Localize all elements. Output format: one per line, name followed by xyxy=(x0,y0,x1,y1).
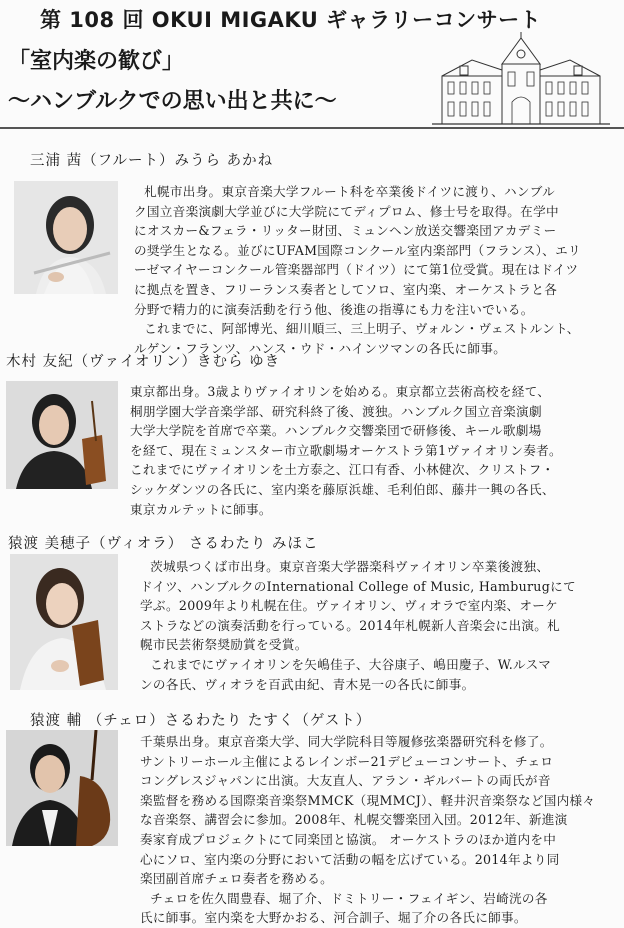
performer-name: 猿渡 輔 （チェロ）さるわたり たすく（ゲスト） xyxy=(30,713,372,729)
concert-title: 第 108 回 OKUI MIGAKU ギャラリーコンサート xyxy=(40,8,542,32)
bio-line: サントリーホール主催によるレインボー21デビューコンサート、チェロ xyxy=(140,753,554,769)
bio-line: 千葉県出身。東京音楽大学、同大学院科目等履修弦楽器研究科を修了。 xyxy=(140,734,553,749)
concert-hall-illustration-icon xyxy=(432,30,610,126)
bio-line: 札幌市出身。東京音楽大学フルート科を卒業後ドイツに渡り、ハンブル xyxy=(144,184,556,199)
bio-line: ルゲン・フランツ、ハンス・ウド・ハインツマンの各氏に師事。 xyxy=(134,340,507,356)
bio-line: 氏に師事。室内楽を大野かおる、河合訓子、堀了介の各氏に師事。 xyxy=(140,910,527,926)
bio-line: シッケダンツの各氏に、室内楽を藤原浜雄、毛利伯郎、藤井一興の各氏、 xyxy=(130,481,555,497)
bio-line: チェロを佐久間豊春、堀了介、ドミトリー・フェイギン、岩崎洸の各 xyxy=(150,890,548,906)
bio-line: 奏家育成プロジェクトにて同楽団と協演。 オーケストラのほか道内を中 xyxy=(140,831,557,847)
bio-line: ドイツ、ハンブルクのInternational College of Music, Hamburugにて xyxy=(140,578,576,594)
performer-name: 猿渡 美穂子（ヴィオラ） さるわたり みほこ xyxy=(8,536,319,552)
bio-line: コングレスジャパンに出演。大友直人、アラン・ギルバートの両氏が音 xyxy=(140,773,551,789)
bio-line: に拠点を置き、フリーランス奏者としてソロ、室内楽、オーケストラと各 xyxy=(134,281,558,297)
performer-photo-viola xyxy=(10,554,118,690)
bio-line: 東京カルテットに師事。 xyxy=(130,501,272,517)
performer-name: 三浦 茜（フルート）みうら あかね xyxy=(30,153,274,169)
bio-line: これまでに、阿部博光、細川順三、三上明子、ヴォルン・ヴェストルント、 xyxy=(144,321,580,337)
performer-photo-violin xyxy=(6,381,118,489)
bio-line: の奨学生となる。並びにUFAM国際コンクール室内楽部門（フランス）、エリ xyxy=(134,242,581,258)
bio-line: を経て、現在ミュンスター市立歌劇場オーケストラ第1ヴァイオリン奏者。 xyxy=(130,442,562,458)
bio-line: にオスカー&フェラ・リッター財団、ミュンヘン放送交響楽団アカデミー xyxy=(134,223,557,239)
bio-line: 東京都出身。3歳よりヴァイオリンを始める。東京都立芸術高校を経て、 xyxy=(130,384,551,399)
bio-line: 分野で精力的に演奏活動を行う他、後進の指導にも力を注いでいる。 xyxy=(134,301,534,317)
performer-bio xyxy=(130,382,618,519)
bio-line: ク国立音楽演劇大学並びに大学院にてディプロム、修士号を取得。在学中 xyxy=(134,203,559,219)
bio-line: 茨城県つくば市出身。東京音楽大学器楽科ヴァイオリン卒業後渡独、 xyxy=(150,559,550,574)
bio-line: ンの各氏、ヴィオラを百武由紀、青木晃一の各氏に師事。 xyxy=(140,676,475,692)
performer-photo-flute xyxy=(14,181,118,294)
program-subtitle-line1: 「室内楽の歓び」 xyxy=(8,49,185,74)
bio-line: 大学大学院を首席で卒業。ハンブルク交響楽団で研修後、キール歌劇場 xyxy=(130,423,542,439)
program-subtitle-line2: ～ハンブルクでの思い出と共に～ xyxy=(8,89,337,114)
bio-line: これまでにヴァイオリンを矢嶋佳子、大谷康子、嶋田慶子、W.ルスマ xyxy=(150,656,552,672)
bio-line: 楽監督を務める国際楽音楽祭MMCK（現MMCJ）、軽井沢音楽祭など国内様々 xyxy=(140,792,596,808)
bio-line: 心にソロ、室内楽の分野において活動の幅を広げている。2014年より同 xyxy=(140,851,560,867)
bio-line: これまでにヴァイオリンを土方泰之、江口有香、小林健次、クリストフ・ xyxy=(130,462,555,478)
bio-line: 楽団副首席チェロ奏者を務める。 xyxy=(140,871,334,887)
bio-line: ーゼマイヤーコンクール管楽器部門（ドイツ）にて第1位受賞。現在はドイツ xyxy=(134,262,579,278)
bio-line: 幌市民芸術祭奨励賞を受賞。 xyxy=(140,637,308,653)
bio-line: な音楽祭、講習会に参加。2008年、札幌交響楽団入団。2012年、新進演 xyxy=(140,812,568,828)
bio-line: ストラなどの演奏活動を行っている。2014年札幌新人音楽会に出演。札 xyxy=(140,617,561,633)
performer-bio xyxy=(140,732,618,928)
performer-bio xyxy=(134,182,618,358)
performer-photo-cello xyxy=(6,730,118,846)
bio-line: 桐朋学園大学音楽学部、研究科終了後、渡独。ハンブルク国立音楽演劇 xyxy=(130,403,542,419)
performer-bio xyxy=(140,557,618,694)
header-divider xyxy=(0,127,624,129)
performer-name: 木村 友紀（ヴァイオリン）きむら ゆき xyxy=(6,354,281,370)
bio-line: 学ぶ。2009年より札幌在住。ヴァイオリン、ヴィオラで室内楽、オーケ xyxy=(140,598,559,614)
